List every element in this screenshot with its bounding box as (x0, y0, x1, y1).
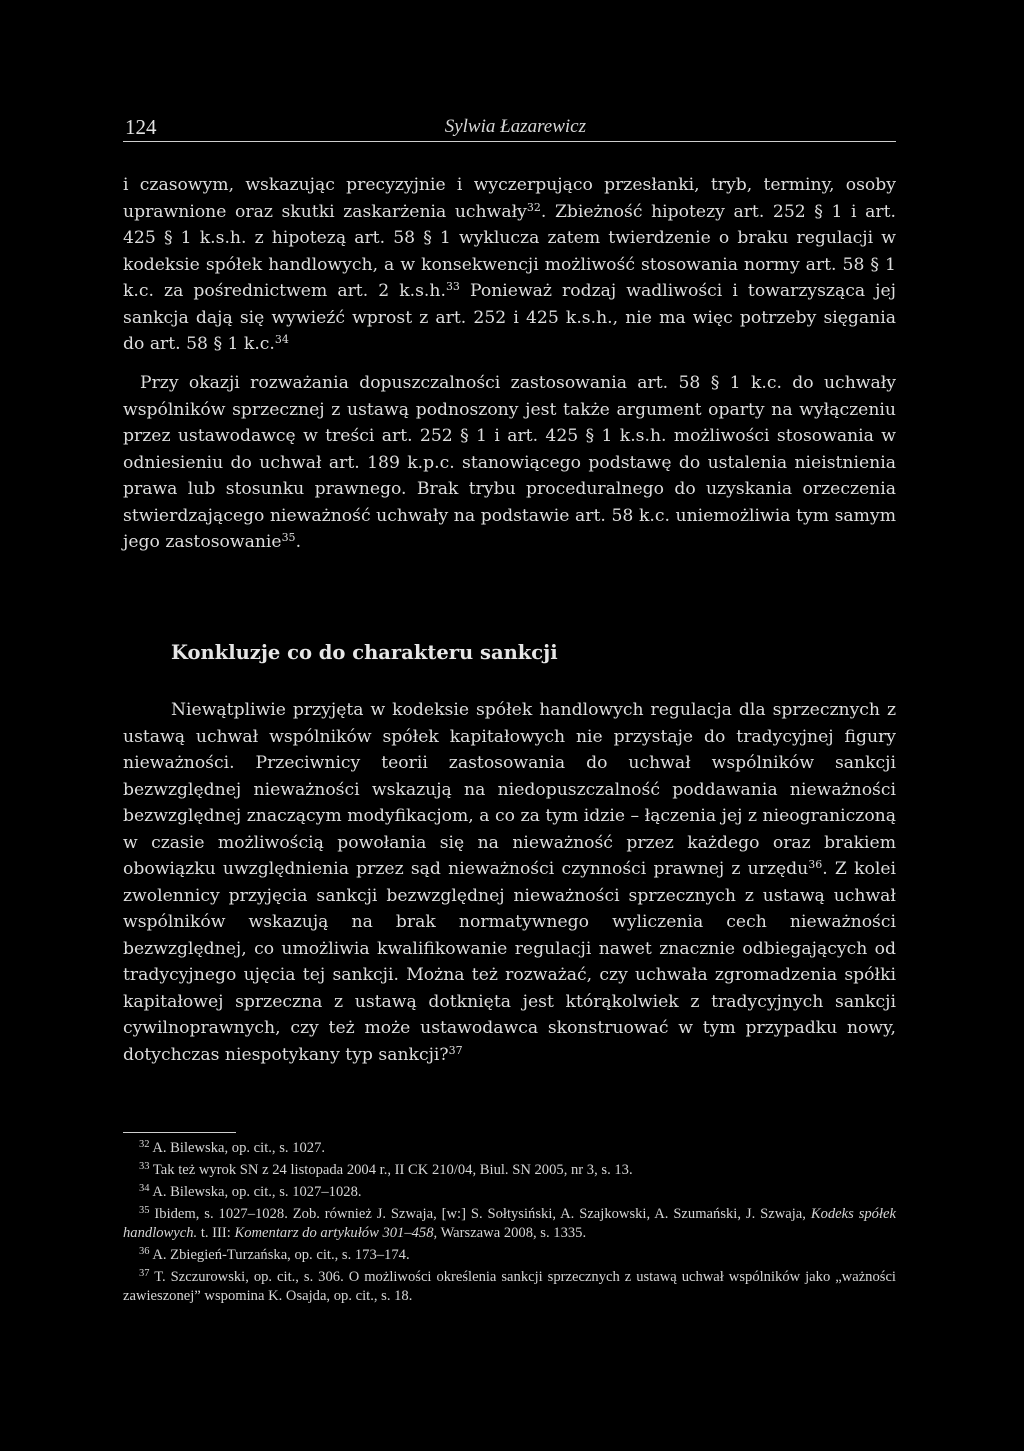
footnote-number: 35 (139, 1204, 150, 1216)
footnote-number: 32 (139, 1138, 150, 1150)
page-number: 124 (125, 115, 157, 139)
footnote-text: t. III: (197, 1225, 235, 1241)
running-head-author: Sylwia Łazarewicz (444, 116, 586, 137)
section-heading: Konkluzje co do charakteru sankcji (171, 641, 558, 664)
running-header (123, 113, 896, 142)
footnote-number: 37 (139, 1267, 150, 1279)
footnote-text: A. Bilewska, op. cit., s. 1027–1028. (152, 1184, 362, 1200)
paragraph-text: . (295, 532, 302, 552)
footnote-ref: 32 (526, 200, 541, 214)
footnote-34 (123, 1183, 896, 1202)
footnote-text: A. Zbiegień-Turzańska, op. cit., s. 173–174. (152, 1247, 410, 1263)
footnote-text: Ibidem, s. 1027–1028. Zob. również J. Szwaja, [w:] S. Sołtysiński, A. Szajkowski, A. Szumański, J. Szwaja, (154, 1206, 811, 1222)
footnote-text: Tak też wyrok SN z 24 listopada 2004 r., II CK 210/04, Biul. SN 2005, nr 3, s. 13. (152, 1162, 633, 1178)
footnote-text: Warszawa 2008, s. 1335. (437, 1225, 587, 1241)
body-paragraph-1 (123, 172, 896, 358)
footnote-32 (123, 1139, 896, 1158)
footnote-italic-title: Kodeks spółek handlowych. (123, 1206, 896, 1241)
footnote-text: T. Szczurowski, op. cit., s. 306. O możliwości określenia sankcji sprzecznych z ustawą uchwał wspólników jako „ważności zawieszonej” wspomina K. Osajda, op. cit., s. 18. (123, 1269, 896, 1304)
footnote-number: 36 (139, 1245, 150, 1257)
footnote-35 (123, 1205, 896, 1243)
footnotes (123, 1139, 896, 1309)
footnote-ref: 35 (281, 530, 296, 544)
paragraph-text: Przy okazji rozważania dopuszczalności zastosowania art. 58 § 1 k.c. do uchwały wspólników sprzecznej z ustawą podnoszony jest także argument oparty na wyłączeniu przez ustawodawcę w treści art. 252 § 1 i art. 425 § 1 k.s.h. możliwości stosowania w odniesieniu do uchwał art. 189 k.p.c. stanowiącego podstawę do ustalenia nieistnienia prawa lub stosunku prawnego. Brak trybu proceduralnego do uzyskania orzeczenia stwierdzającego nieważność uchwały na podstawie art. 58 k.c. uniemożliwia tym samym jego zastosowanie (123, 373, 896, 552)
footnote-text: A. Bilewska, op. cit., s. 1027. (152, 1140, 326, 1156)
body-paragraph-3 (123, 697, 896, 1068)
footnote-number: 34 (139, 1182, 150, 1194)
footnote-divider (123, 1132, 236, 1133)
body-paragraph-2 (123, 370, 896, 556)
footnote-33 (123, 1161, 896, 1180)
footnote-36 (123, 1246, 896, 1265)
footnote-ref: 36 (808, 857, 823, 871)
footnote-ref: 37 (448, 1043, 463, 1057)
paragraph-text: Ponieważ rodzaj wadliwości i towarzysząca jej sankcja dają się wywieźć wprost z art. 252 i 425 k.s.h., nie ma więc potrzeby sięgania do art. 58 § 1 k.c. (123, 281, 896, 354)
paragraph-text: i czasowym, wskazując precyzyjnie i wyczerpująco przesłanki, tryb, terminy, osoby uprawnione oraz skutki zaskarżenia uchwały (123, 175, 896, 222)
footnote-number: 33 (139, 1160, 150, 1172)
paragraph-text: Niewątpliwie przyjęta w kodeksie spółek handlowych regulacja dla sprzecznych z ustawą uchwał wspólników spółek kapitałowych nie przystaje do tradycyjnej figury nieważności. Przeciwnicy teorii zastosowania do uchwał wspólników sankcji bezwzględnej nieważności wskazują na niedopuszczalność poddawania nieważności bezwzględnej znaczącym modyfikacjom, a co za tym idzie – łączenia jej z nieograniczoną w czasie możliwością powołania się na nieważność przez każdego oraz brakiem obowiązku uwzględnienia przez sąd nieważności czynności prawnej z urzędu (123, 700, 896, 879)
footnote-ref: 34 (274, 332, 289, 346)
footnote-italic-title: Komentarz do artykułów 301–458, (234, 1225, 438, 1241)
paragraph-text: . Z kolei zwolennicy przyjęcia sankcji bezwzględnej nieważności sprzecznych z ustawą uchwał wspólników wskazują na brak normatywnego wyliczenia cech nieważności bezwzględnej, co umożliwia kwalifikowanie regulacji nawet znacznie odbiegających od tradycyjnego ujęcia tej sankcji. Można też rozważać, czy uchwała zgromadzenia spółki kapitałowej sprzeczna z ustawą dotknięta jest którąkolwiek z tradycyjnych sankcji cywilnoprawnych, czy też może ustawodawca skonstruować w tym przypadku nowy, dotychczas niespotykany typ sankcji? (123, 859, 897, 1065)
paragraph-text: . Zbieżność hipotezy art. 252 § 1 i art. 425 § 1 k.s.h. z hipotezą art. 58 § 1 wyklucza zatem twierdzenie o braku regulacji w kodeksie spółek handlowych, a w konsekwencji możliwość stosowania normy art. 58 § 1 k.c. za pośrednictwem art. 2 k.s.h. (123, 201, 896, 301)
footnote-37 (123, 1268, 896, 1306)
footnote-ref: 33 (445, 279, 460, 293)
